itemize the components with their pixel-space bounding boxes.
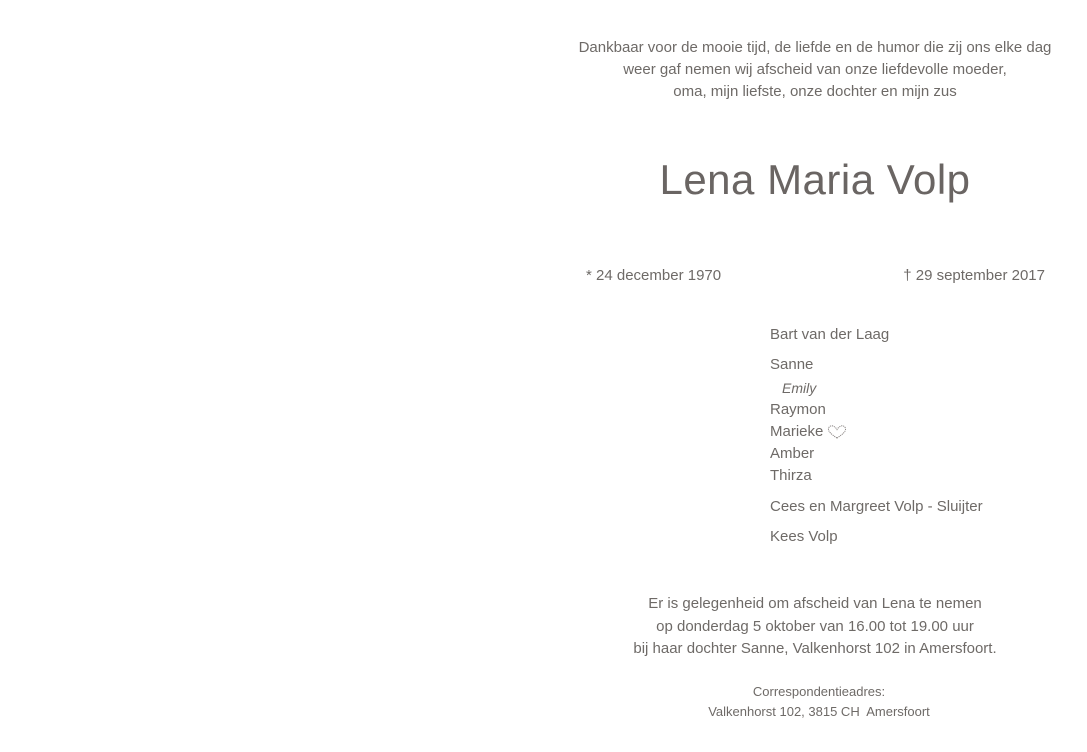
correspondence-address (560, 682, 1078, 722)
intro-text (560, 37, 1070, 103)
family-child-marieke-row (770, 422, 847, 442)
family-partner: Bart van der Laag (770, 326, 890, 343)
gathering-line-2: op donderdag 5 oktober van 16.00 tot 19.00 uur (656, 617, 974, 635)
family-parents: Cees en Margreet Volp - Sluijter (770, 498, 983, 515)
birth-date: * 24 december 1970 (586, 267, 722, 284)
correspondence-label: Correspondentieadres: (752, 684, 886, 699)
intro-line-2: weer gaf nemen wij afscheid van onze liefdevolle moeder, (623, 61, 1007, 78)
death-date: † 29 september 2017 (903, 267, 1045, 284)
family-child-marieke: Marieke (770, 423, 824, 440)
intro-line-1: Dankbaar voor de mooie tijd, de liefde en de humor die zij ons elke dag (578, 39, 1052, 56)
family-grandchild-emily: Emily (782, 380, 817, 396)
heart-icon (827, 424, 847, 440)
family-child-sanne: Sanne (770, 356, 814, 373)
gathering-line-3: bij haar dochter Sanne, Valkenhorst 102 in Amersfoort. (633, 640, 997, 657)
family-child-raymon: Raymon (770, 401, 826, 418)
gathering-line-1: Er is gelegenheid om afscheid van Lena te nemen (648, 595, 982, 612)
gathering-info (560, 593, 1070, 661)
family-child-thirza: Thirza (770, 467, 812, 484)
correspondence-street: Valkenhorst 102, 3815 CH Amersfoort (708, 704, 930, 719)
card-inner-page (560, 0, 1070, 752)
deceased-name: Lena Maria Volp (659, 156, 971, 203)
family-child-amber: Amber (770, 445, 815, 462)
family-brother: Kees Volp (770, 528, 838, 545)
intro-line-3: oma, mijn liefste, onze dochter en mijn zus (673, 83, 957, 100)
